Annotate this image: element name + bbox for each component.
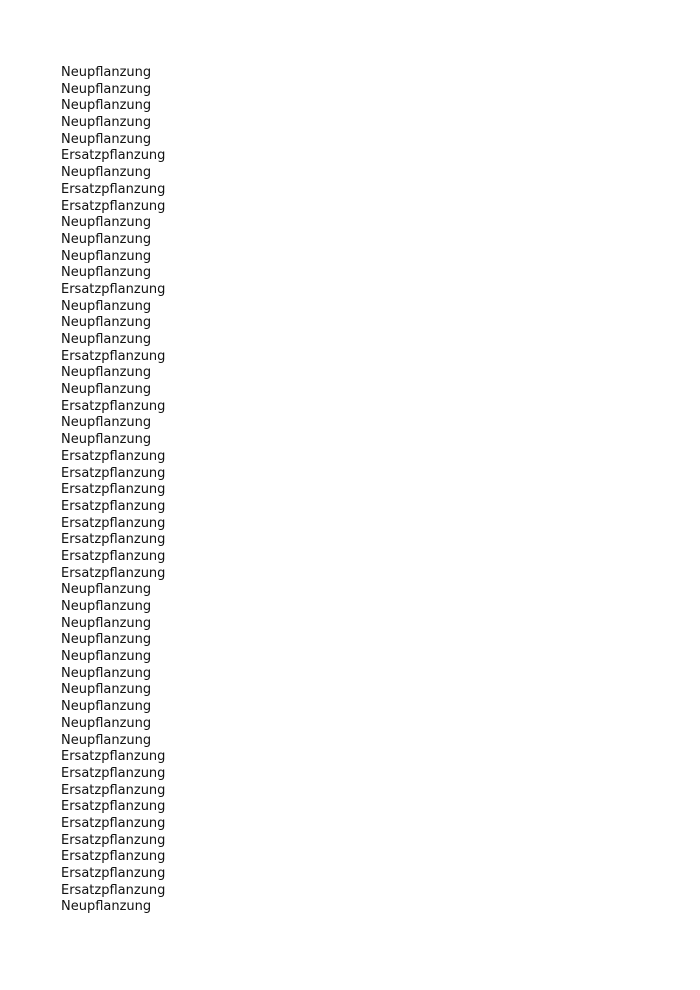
list-item: Neupflanzung (61, 732, 152, 748)
list-item: Neupflanzung (61, 432, 152, 448)
list-item: Neupflanzung (61, 649, 152, 665)
list-item: Ersatzpflanzung (61, 448, 166, 464)
list-item: Ersatzpflanzung (61, 832, 166, 848)
list-item: Ersatzpflanzung (61, 782, 166, 798)
list-item: Neupflanzung (61, 582, 152, 598)
list-item: Neupflanzung (61, 98, 152, 114)
list-item: Neupflanzung (61, 615, 152, 631)
list-item: Ersatzpflanzung (61, 515, 166, 531)
list-item: Neupflanzung (61, 382, 152, 398)
list-item: Ersatzpflanzung (61, 548, 166, 564)
list-item: Ersatzpflanzung (61, 849, 166, 865)
list-item: Neupflanzung (61, 665, 152, 681)
list-item: Ersatzpflanzung (61, 765, 166, 781)
list-item: Neupflanzung (61, 265, 152, 281)
list-item: Ersatzpflanzung (61, 799, 166, 815)
list-item: Neupflanzung (61, 165, 152, 181)
list-item: Neupflanzung (61, 899, 152, 915)
list-item: Neupflanzung (61, 715, 152, 731)
list-item: Ersatzpflanzung (61, 882, 166, 898)
list-item: Neupflanzung (61, 682, 152, 698)
list-item: Neupflanzung (61, 365, 152, 381)
list-item: Neupflanzung (61, 131, 152, 147)
list-item: Ersatzpflanzung (61, 749, 166, 765)
list-item: Ersatzpflanzung (61, 815, 166, 831)
list-item: Neupflanzung (61, 415, 152, 431)
list-item: Ersatzpflanzung (61, 348, 166, 364)
list-item: Ersatzpflanzung (61, 198, 166, 214)
list-item: Ersatzpflanzung (61, 465, 166, 481)
list-item: Ersatzpflanzung (61, 398, 166, 414)
list-item: Ersatzpflanzung (61, 181, 166, 197)
list-item: Neupflanzung (61, 315, 152, 331)
list-item: Ersatzpflanzung (61, 482, 166, 498)
list-item: Ersatzpflanzung (61, 565, 166, 581)
planting-type-list (61, 65, 165, 916)
list-item: Neupflanzung (61, 599, 152, 614)
list-item: Ersatzpflanzung (61, 281, 166, 297)
list-item: Ersatzpflanzung (61, 532, 166, 548)
list-item: Ersatzpflanzung (61, 866, 166, 881)
list-item: Neupflanzung (61, 215, 152, 231)
list-item: Neupflanzung (61, 231, 152, 247)
list-item: Ersatzpflanzung (61, 148, 166, 164)
list-item: Neupflanzung (61, 699, 152, 715)
list-item: Neupflanzung (61, 248, 152, 264)
list-item: Neupflanzung (61, 115, 152, 131)
list-item: Neupflanzung (61, 632, 152, 648)
list-item: Neupflanzung (61, 332, 152, 347)
list-item: Ersatzpflanzung (61, 498, 166, 514)
list-item: Neupflanzung (61, 81, 152, 97)
list-item: Neupflanzung (61, 65, 152, 80)
list-item: Neupflanzung (61, 298, 152, 314)
